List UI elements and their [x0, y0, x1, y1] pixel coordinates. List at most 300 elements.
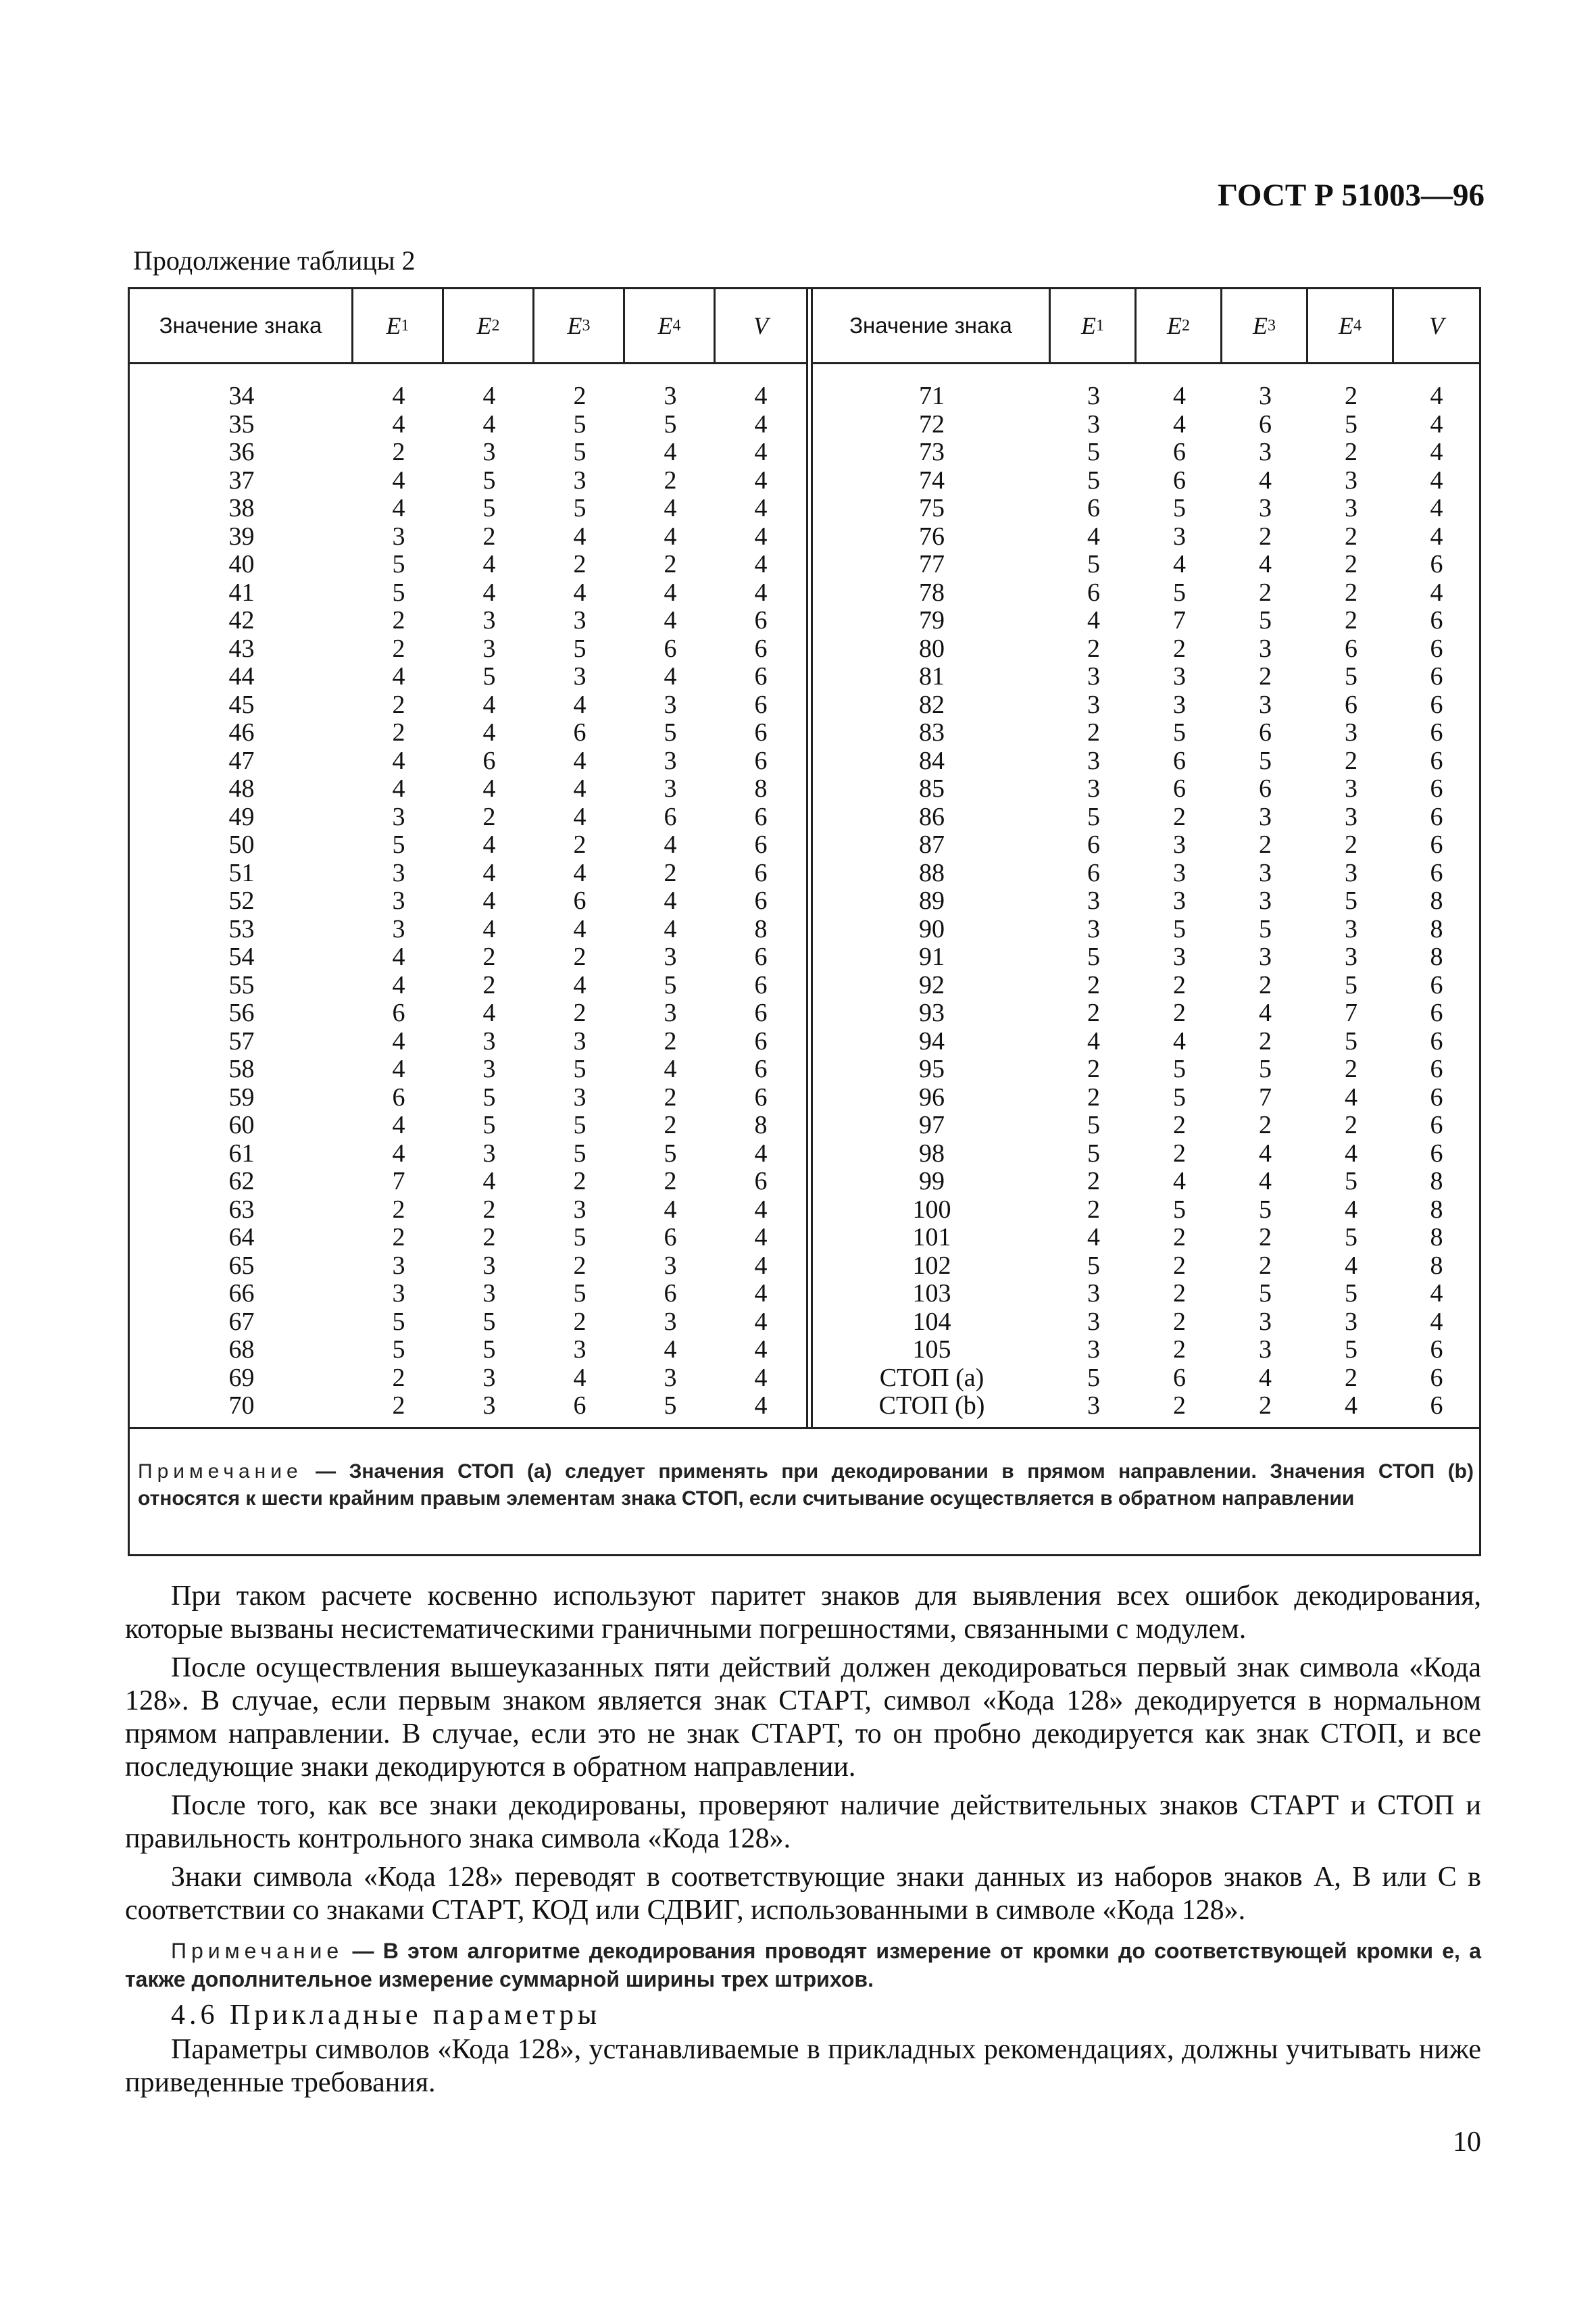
paragraph-first-char: После осуществления вышеуказанных пяти действий должен декодироваться первый знак символа «Кода 128». В случае, если первым знаком является знак СТАРТ, символ «Кода 128» декодируется в нормальном прямом направлении. В случае, если это не знак СТАРТ, то он пробно декодируется как знак СТОП, и все последующие знаки декодируются в обратном направлении.	[125, 1652, 1481, 1783]
cell-element-width: 3	[664, 382, 677, 410]
cell-element-width: 3	[482, 1391, 496, 1420]
cell-element-width: 4	[573, 522, 587, 551]
cell-element-width: 2	[573, 830, 587, 859]
cell-char-value: 70	[228, 1391, 255, 1420]
cell-element-width: 6	[754, 943, 768, 971]
table-row-left	[130, 551, 806, 579]
cell-element-width: 2	[1345, 438, 1357, 466]
cell-element-width: 3	[1259, 690, 1272, 719]
cell-element-width: 5	[1259, 1279, 1272, 1308]
table-row-left	[130, 1280, 806, 1308]
cell-element-width: 5	[1345, 409, 1357, 439]
table-row-left	[130, 719, 806, 747]
cell-element-width: 3	[573, 1083, 587, 1112]
table-row-left	[130, 831, 806, 860]
cell-element-width: 3	[664, 690, 677, 719]
cell-element-width: 4	[1430, 438, 1443, 466]
cell-element-width: 3	[1087, 1391, 1100, 1420]
cell-element-width: 4	[1345, 1391, 1357, 1420]
table-row-left	[130, 999, 806, 1028]
cell-element-width: 5	[1259, 914, 1272, 943]
cell-element-width: 3	[1087, 887, 1100, 915]
cell-element-width: 3	[482, 606, 496, 635]
cell-char-value: 41	[228, 578, 255, 607]
cell-element-width: 6	[1430, 999, 1443, 1027]
table-row-right	[813, 887, 1479, 916]
cell-element-width: 4	[392, 494, 405, 522]
cell-element-width: 2	[482, 522, 496, 551]
table-right-half	[813, 289, 1479, 1427]
cell-element-width: 2	[1259, 1111, 1272, 1139]
cell-element-width: 6	[664, 1223, 677, 1251]
cell-element-width: 8	[754, 774, 768, 803]
cell-element-width: 5	[1087, 943, 1100, 971]
cell-char-value: 85	[919, 774, 945, 803]
table-row-left	[130, 1392, 806, 1420]
cell-element-width: 2	[1173, 1279, 1186, 1308]
table-row-left	[130, 382, 806, 411]
cell-element-width: 6	[664, 1279, 677, 1308]
table-row-left	[130, 1168, 806, 1196]
cell-element-width: 3	[573, 466, 587, 495]
cell-element-width: 5	[1087, 438, 1100, 466]
cell-element-width: 3	[392, 914, 405, 943]
cell-element-width: 2	[482, 943, 496, 971]
table-row-right	[813, 1280, 1479, 1308]
table-row-right	[813, 607, 1479, 635]
header-col-e3-right: E 3	[1222, 289, 1308, 362]
cell-element-width: 4	[664, 1055, 677, 1083]
table-row-left	[130, 467, 806, 495]
cell-element-width: 2	[1345, 382, 1357, 410]
cell-element-width: 3	[1173, 690, 1186, 719]
cell-element-width: 3	[392, 1251, 405, 1280]
cell-element-width: 3	[1173, 830, 1186, 859]
cell-element-width: 5	[573, 634, 587, 663]
cell-char-value: 64	[228, 1223, 255, 1251]
cell-element-width: 6	[754, 662, 768, 691]
cell-element-width: 3	[482, 1139, 496, 1168]
cell-element-width: 5	[1087, 550, 1100, 578]
cell-element-width: 5	[1173, 1083, 1186, 1112]
cell-char-value: 55	[228, 970, 255, 999]
cell-element-width: 2	[1345, 1363, 1357, 1392]
cell-element-width: 3	[482, 1279, 496, 1308]
cell-element-width: 2	[1087, 634, 1100, 663]
cell-element-width: 3	[1345, 914, 1357, 943]
cell-element-width: 3	[1345, 858, 1357, 887]
cell-element-width: 2	[664, 1111, 677, 1139]
cell-element-width: 4	[482, 690, 496, 719]
cell-element-width: 8	[754, 914, 768, 943]
table-row-left	[130, 1252, 806, 1281]
cell-element-width: 4	[754, 550, 768, 578]
cell-char-value: 73	[919, 438, 945, 466]
cell-element-width: 3	[1087, 1279, 1100, 1308]
table-row-right	[813, 1252, 1479, 1281]
cell-char-value: 61	[228, 1139, 255, 1168]
cell-element-width: 2	[573, 382, 587, 410]
cell-element-width: 6	[1430, 1139, 1443, 1168]
cell-element-width: 5	[1345, 970, 1357, 999]
cell-element-width: 5	[1345, 1026, 1357, 1056]
cell-element-width: 7	[1173, 606, 1186, 635]
cell-element-width: 3	[392, 1279, 405, 1308]
cell-element-width: 4	[1345, 1251, 1357, 1280]
cell-element-width: 4	[573, 858, 587, 887]
cell-element-width: 3	[392, 802, 405, 831]
table-row-right	[813, 1364, 1479, 1393]
cell-element-width: 6	[754, 1055, 768, 1083]
cell-element-width: 4	[392, 943, 405, 971]
cell-element-width: 4	[482, 858, 496, 887]
cell-element-width: 5	[1345, 887, 1357, 915]
cell-element-width: 5	[1087, 1251, 1100, 1280]
cell-element-width: 6	[1173, 438, 1186, 466]
cell-char-value: 59	[228, 1083, 255, 1112]
table-row-right	[813, 1196, 1479, 1224]
cell-element-width: 4	[482, 1167, 496, 1195]
cell-element-width: 2	[1345, 522, 1357, 551]
cell-element-width: 3	[1259, 382, 1272, 410]
cell-element-width: 4	[482, 718, 496, 747]
cell-element-width: 4	[754, 466, 768, 495]
cell-element-width: 4	[392, 774, 405, 803]
header-col-e2-left: E 2	[444, 289, 534, 362]
cell-char-value: 36	[228, 438, 255, 466]
cell-char-value: 92	[919, 970, 945, 999]
cell-element-width: 6	[754, 802, 768, 831]
cell-element-width: 4	[573, 970, 587, 999]
cell-char-value: 94	[919, 1026, 945, 1056]
cell-element-width: 4	[392, 1026, 405, 1056]
cell-element-width: 3	[573, 662, 587, 691]
table-row-left	[130, 803, 806, 832]
table-row-left	[130, 523, 806, 551]
cell-element-width: 4	[1173, 409, 1186, 439]
cell-element-width: 5	[1173, 1055, 1186, 1083]
cell-element-width: 3	[1259, 634, 1272, 663]
cell-element-width: 6	[1259, 409, 1272, 439]
cell-element-width: 2	[1345, 1111, 1357, 1139]
table-row-right	[813, 719, 1479, 747]
cell-element-width: 3	[1087, 409, 1100, 439]
table-row-right	[813, 1112, 1479, 1140]
table-row-right	[813, 831, 1479, 860]
note-separator	[130, 1427, 1479, 1429]
cell-element-width: 7	[1259, 1083, 1272, 1112]
cell-element-width: 4	[482, 382, 496, 410]
table-left-half	[130, 289, 806, 1427]
cell-element-width: 2	[573, 550, 587, 578]
cell-element-width: 2	[392, 634, 405, 663]
cell-char-value: 102	[912, 1251, 951, 1280]
algorithm-note-label: Примечание	[171, 1939, 344, 1963]
table-row-left	[130, 607, 806, 635]
cell-element-width: 2	[482, 1195, 496, 1224]
cell-element-width: 5	[1259, 746, 1272, 775]
table-row-right	[813, 411, 1479, 439]
table-row-right	[813, 860, 1479, 888]
cell-element-width: 4	[392, 1139, 405, 1168]
cell-element-width: 2	[1173, 1139, 1186, 1168]
cell-char-value: 74	[919, 466, 945, 495]
cell-element-width: 4	[1430, 382, 1443, 410]
cell-element-width: 3	[664, 1307, 677, 1336]
cell-element-width: 3	[664, 943, 677, 971]
cell-element-width: 6	[1173, 774, 1186, 803]
cell-element-width: 4	[754, 1279, 768, 1308]
table-row-right	[813, 999, 1479, 1028]
cell-element-width: 4	[392, 970, 405, 999]
cell-element-width: 3	[664, 774, 677, 803]
cell-element-width: 4	[754, 382, 768, 410]
table-row-right	[813, 1336, 1479, 1364]
cell-element-width: 2	[1259, 830, 1272, 859]
table-row-left	[130, 943, 806, 972]
cell-element-width: 5	[482, 1083, 496, 1112]
table-row-right	[813, 916, 1479, 944]
cell-element-width: 6	[392, 999, 405, 1027]
cell-element-width: 4	[1259, 550, 1272, 578]
cell-element-width: 6	[1430, 1111, 1443, 1139]
body-text	[125, 1580, 1481, 2105]
cell-element-width: 4	[1345, 1139, 1357, 1168]
cell-element-width: 5	[1259, 606, 1272, 635]
cell-element-width: 4	[664, 1335, 677, 1364]
cell-element-width: 6	[1259, 718, 1272, 747]
cell-element-width: 2	[392, 438, 405, 466]
cell-element-width: 2	[392, 1223, 405, 1251]
cell-element-width: 2	[573, 1307, 587, 1336]
table-body-right	[813, 382, 1479, 1420]
cell-element-width: 5	[482, 1307, 496, 1336]
header-col-v-right: V	[1429, 312, 1444, 339]
cell-element-width: 4	[1173, 1026, 1186, 1056]
cell-char-value: 37	[228, 466, 255, 495]
cell-element-width: 4	[664, 830, 677, 859]
paragraph-check: После того, как все знаки декодированы, проверяют наличие действительных знаков СТАРТ и СТОП и правильность контрольного знака символа «Кода 128».	[125, 1790, 1481, 1854]
cell-element-width: 3	[1259, 494, 1272, 522]
cell-element-width: 2	[1173, 802, 1186, 831]
cell-element-width: 2	[1087, 1083, 1100, 1112]
cell-element-width: 4	[392, 662, 405, 691]
cell-element-width: 2	[573, 1251, 587, 1280]
cell-element-width: 3	[1087, 382, 1100, 410]
table-row-right	[813, 1224, 1479, 1252]
cell-element-width: 6	[1087, 858, 1100, 887]
cell-element-width: 6	[482, 746, 496, 775]
cell-element-width: 3	[1259, 438, 1272, 466]
cell-element-width: 2	[392, 606, 405, 635]
cell-char-value: 78	[919, 578, 945, 607]
cell-element-width: 4	[482, 774, 496, 803]
cell-element-width: 2	[664, 1083, 677, 1112]
cell-char-value: 69	[228, 1363, 255, 1392]
cell-element-width: 6	[754, 1026, 768, 1056]
cell-element-width: 2	[573, 1167, 587, 1195]
table-row-left	[130, 747, 806, 776]
cell-char-value: 91	[919, 943, 945, 971]
table-row-left	[130, 860, 806, 888]
cell-element-width: 6	[754, 746, 768, 775]
cell-element-width: 2	[1345, 606, 1357, 635]
cell-element-width: 2	[1259, 522, 1272, 551]
cell-element-width: 3	[1345, 774, 1357, 803]
cell-element-width: 5	[1173, 1195, 1186, 1224]
cell-char-value: 57	[228, 1026, 255, 1056]
cell-element-width: 3	[1345, 802, 1357, 831]
table-row-right	[813, 382, 1479, 411]
cell-element-width: 4	[754, 494, 768, 522]
cell-element-width: 4	[1087, 1026, 1100, 1056]
cell-element-width: 4	[1173, 382, 1186, 410]
cell-element-width: 2	[1259, 1251, 1272, 1280]
cell-element-width: 4	[392, 409, 405, 439]
cell-element-width: 2	[1345, 746, 1357, 775]
cell-element-width: 3	[1345, 494, 1357, 522]
table-row-left	[130, 1196, 806, 1224]
cell-element-width: 2	[573, 999, 587, 1027]
cell-char-value: 54	[228, 943, 255, 971]
cell-element-width: 3	[392, 887, 405, 915]
cell-element-width: 3	[664, 1251, 677, 1280]
cell-element-width: 6	[664, 634, 677, 663]
cell-element-width: 3	[482, 1251, 496, 1280]
cell-element-width: 3	[573, 606, 587, 635]
table-row-left	[130, 916, 806, 944]
cell-element-width: 5	[1345, 1279, 1357, 1308]
cell-char-value: 42	[228, 606, 255, 635]
cell-element-width: 4	[1430, 1279, 1443, 1308]
cell-element-width: 5	[1087, 1363, 1100, 1392]
cell-element-width: 6	[1430, 1026, 1443, 1056]
cell-char-value: 81	[919, 662, 945, 691]
cell-char-value: 46	[228, 718, 255, 747]
cell-char-value: 103	[912, 1279, 951, 1308]
cell-element-width: 6	[1173, 1363, 1186, 1392]
cell-element-width: 4	[754, 1335, 768, 1364]
cell-element-width: 3	[1259, 802, 1272, 831]
cell-element-width: 6	[1087, 830, 1100, 859]
table-row-left	[130, 1308, 806, 1337]
cell-char-value: 35	[228, 409, 255, 439]
table-row-right	[813, 747, 1479, 776]
cell-element-width: 6	[754, 858, 768, 887]
cell-element-width: 4	[754, 1363, 768, 1392]
cell-char-value: 99	[919, 1167, 945, 1195]
cell-char-value: 84	[919, 746, 945, 775]
table-row-right	[813, 1084, 1479, 1112]
table-double-divider	[806, 289, 813, 1427]
cell-element-width: 5	[573, 1279, 587, 1308]
cell-element-width: 3	[392, 522, 405, 551]
table-row-left	[130, 635, 806, 664]
cell-element-width: 6	[1430, 746, 1443, 775]
table-row-left	[130, 887, 806, 916]
cell-element-width: 2	[1173, 999, 1186, 1027]
cell-element-width: 2	[392, 690, 405, 719]
cell-element-width: 5	[482, 466, 496, 495]
cell-element-width: 3	[1259, 1307, 1272, 1336]
cell-element-width: 8	[1430, 914, 1443, 943]
cell-element-width: 2	[664, 858, 677, 887]
cell-element-width: 3	[1173, 943, 1186, 971]
cell-element-width: 5	[392, 830, 405, 859]
cell-element-width: 2	[1259, 578, 1272, 607]
cell-element-width: 5	[1259, 1195, 1272, 1224]
cell-element-width: 2	[392, 1195, 405, 1224]
cell-element-width: 6	[573, 887, 587, 915]
cell-element-width: 5	[1087, 1111, 1100, 1139]
cell-element-width: 7	[392, 1167, 405, 1195]
cell-element-width: 2	[573, 943, 587, 971]
cell-element-width: 8	[754, 1111, 768, 1139]
algorithm-note-text: — В этом алгоритме декодирования проводят измерение от кромки до соответствующей кромки e, а также дополнительное измерение суммарной ширины трех штрихов.	[125, 1939, 1481, 1991]
cell-char-value: 93	[919, 999, 945, 1027]
cell-element-width: 6	[1087, 578, 1100, 607]
cell-element-width: 3	[664, 746, 677, 775]
cell-element-width: 4	[664, 606, 677, 635]
cell-char-value: 75	[919, 494, 945, 522]
cell-char-value: 58	[228, 1055, 255, 1083]
cell-element-width: 5	[1345, 1167, 1357, 1195]
cell-element-width: 4	[392, 1111, 405, 1139]
cell-element-width: 3	[482, 438, 496, 466]
cell-char-value: 56	[228, 999, 255, 1027]
cell-element-width: 4	[392, 1055, 405, 1083]
cell-element-width: 2	[1173, 1223, 1186, 1251]
cell-element-width: 5	[573, 1055, 587, 1083]
cell-element-width: 4	[1430, 522, 1443, 551]
cell-element-width: 3	[1087, 662, 1100, 691]
cell-element-width: 3	[1087, 774, 1100, 803]
header-col-e3-left: E 3	[534, 289, 625, 362]
cell-element-width: 2	[1173, 634, 1186, 663]
header-col-e1-right: E 1	[1051, 289, 1137, 362]
cell-element-width: 3	[664, 1363, 677, 1392]
cell-char-value: 63	[228, 1195, 255, 1224]
table-row-right	[813, 1140, 1479, 1168]
cell-element-width: 2	[1087, 1055, 1100, 1083]
cell-element-width: 5	[392, 1307, 405, 1336]
cell-element-width: 2	[1087, 970, 1100, 999]
cell-element-width: 6	[664, 802, 677, 831]
cell-element-width: 4	[664, 522, 677, 551]
cell-char-value: 97	[919, 1111, 945, 1139]
cell-element-width: 4	[1259, 466, 1272, 495]
table-row-right	[813, 972, 1479, 1000]
table-row-right	[813, 943, 1479, 972]
cell-element-width: 6	[1430, 718, 1443, 747]
table-note-text: — Значения СТОП (a) следует применять при декодировании в прямом направлении. Значения СТОП (b) относятся к шести крайним правым элементам знака СТОП, если считывание осуществляется в обратном направлении	[138, 1460, 1474, 1510]
cell-element-width: 2	[1259, 1391, 1272, 1420]
cell-element-width: 2	[1173, 1391, 1186, 1420]
table-row-left	[130, 1056, 806, 1084]
cell-element-width: 4	[1173, 550, 1186, 578]
table-row-left	[130, 691, 806, 720]
cell-element-width: 5	[1173, 914, 1186, 943]
cell-element-width: 4	[573, 746, 587, 775]
cell-element-width: 6	[573, 718, 587, 747]
cell-element-width: 5	[664, 1391, 677, 1420]
table-row-right	[813, 439, 1479, 467]
cell-element-width: 5	[573, 494, 587, 522]
cell-char-value: 95	[919, 1055, 945, 1083]
cell-element-width: 5	[392, 578, 405, 607]
table-row-right	[813, 803, 1479, 832]
cell-element-width: 5	[482, 662, 496, 691]
